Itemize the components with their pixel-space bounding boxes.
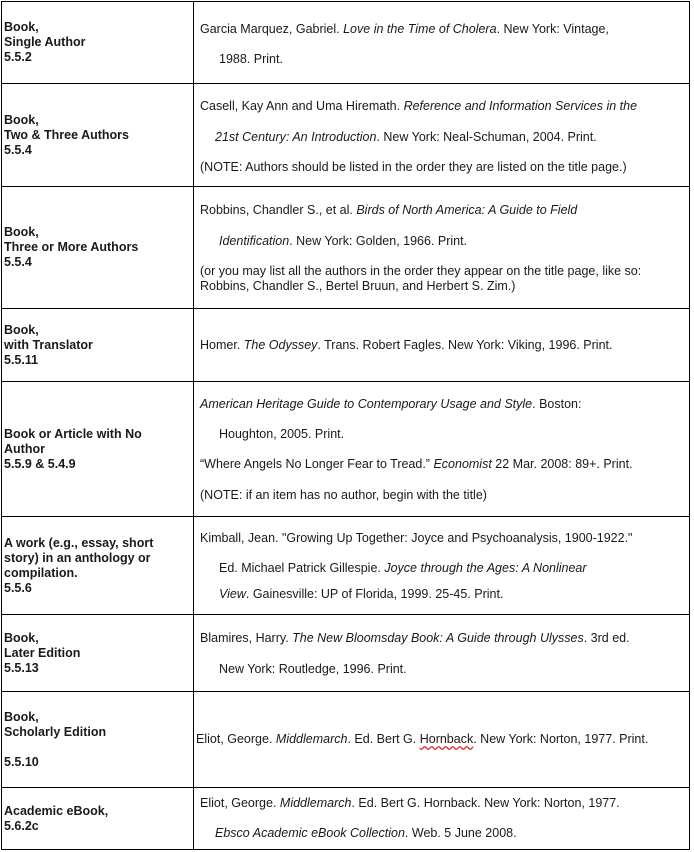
table-row [2, 788, 689, 849]
citation-line: Ed. Michael Patrick Gillespie. Joyce through the Ages: A Nonlinear [219, 561, 587, 575]
citation-line: 1988. Print. [219, 52, 283, 66]
table-row [2, 84, 689, 187]
citation-line: Kimball, Jean. "Growing Up Together: Joyce and Psychoanalysis, 1900-1922." [200, 531, 633, 545]
citation-line: Blamires, Harry. The New Bloomsday Book: A Guide through Ulysses. 3rd ed. [200, 631, 630, 645]
table-row [2, 187, 689, 309]
row-label: Book, Three or More Authors 5.5.4 [4, 225, 139, 269]
table-row [2, 692, 689, 788]
row-label: Book, Two & Three Authors 5.5.4 [4, 112, 129, 157]
citation-cell [195, 788, 689, 849]
row-label-cell [2, 382, 194, 516]
citation-cell [195, 309, 689, 381]
citation-line: Ebsco Academic eBook Collection. Web. 5 June 2008. [215, 826, 517, 840]
row-label: Book, Scholarly Edition 5.5.10 [4, 709, 107, 769]
row-label: Book, Single Author 5.5.2 [4, 20, 86, 64]
citation-line: View. Gainesville: UP of Florida, 1999. 25-45. Print. [219, 587, 504, 601]
citation-line: Houghton, 2005. Print. [219, 427, 345, 441]
row-label: Book, Later Edition 5.5.13 [4, 630, 81, 675]
citation-cell [195, 517, 689, 614]
citation-line: 21st Century: An Introduction. New York: Neal-Schuman, 2004. Print. [215, 130, 597, 144]
citation-line: New York: Routledge, 1996. Print. [219, 662, 407, 676]
note-line: (NOTE: Authors should be listed in the order they are listed on the title page.) [200, 160, 627, 174]
citation-cell [195, 692, 689, 787]
row-label: A work (e.g., essay, short story) in an anthology or compilation. 5.5.6 [4, 535, 154, 595]
note-line: (or you may list all the authors in the order they appear on the title page, like so: Robbins, Chandler S., Bertel Bruun, and Herbert S. Zim.) [200, 264, 642, 293]
citation-cell [195, 382, 689, 516]
row-label-cell [2, 615, 194, 691]
table-row [2, 517, 689, 615]
citation-line: Identification. New York: Golden, 1966. Print. [219, 234, 468, 248]
citation-line: Eliot, George. Middlemarch. Ed. Bert G. Hornback. New York: Norton, 1977. Print. [196, 732, 649, 746]
table-row [2, 2, 689, 84]
row-label: Book, with Translator 5.5.11 [4, 322, 93, 367]
citation-cell [195, 187, 689, 308]
row-label-cell [2, 692, 194, 787]
row-label-cell [2, 2, 194, 83]
citation-cell [195, 615, 689, 691]
row-label: Book or Article with No Author 5.5.9 & 5.4.9 [4, 426, 142, 471]
citation-line: American Heritage Guide to Contemporary Usage and Style. Boston: [200, 397, 582, 411]
table-row [2, 309, 689, 382]
spellcheck-underlined-word: Hornback [419, 732, 474, 746]
row-label-cell [2, 309, 194, 381]
row-label-cell [2, 517, 194, 614]
citation-line: “Where Angels No Longer Fear to Tread.” Economist 22 Mar. 2008: 89+. Print. [200, 457, 633, 471]
citation-line: Homer. The Odyssey. Trans. Robert Fagles. New York: Viking, 1996. Print. [200, 338, 613, 352]
citation-line: Garcia Marquez, Gabriel. Love in the Time of Cholera. New York: Vintage, [200, 22, 609, 36]
row-label-cell [2, 84, 194, 186]
citation-line: Eliot, George. Middlemarch. Ed. Bert G. Hornback. New York: Norton, 1977. [200, 796, 620, 810]
table-row [2, 615, 689, 692]
citation-cell [195, 84, 689, 186]
citation-line: Casell, Kay Ann and Uma Hiremath. Reference and Information Services in the [200, 99, 638, 113]
row-label-cell [2, 788, 194, 849]
table-row [2, 382, 689, 517]
note-line: (NOTE: if an item has no author, begin with the title) [200, 488, 487, 502]
citation-line: Robbins, Chandler S., et al. Birds of North America: A Guide to Field [200, 203, 578, 217]
citation-table [1, 1, 690, 850]
citation-cell [195, 2, 689, 83]
row-label: Academic eBook, 5.6.2c [4, 803, 109, 833]
row-label-cell [2, 187, 194, 308]
